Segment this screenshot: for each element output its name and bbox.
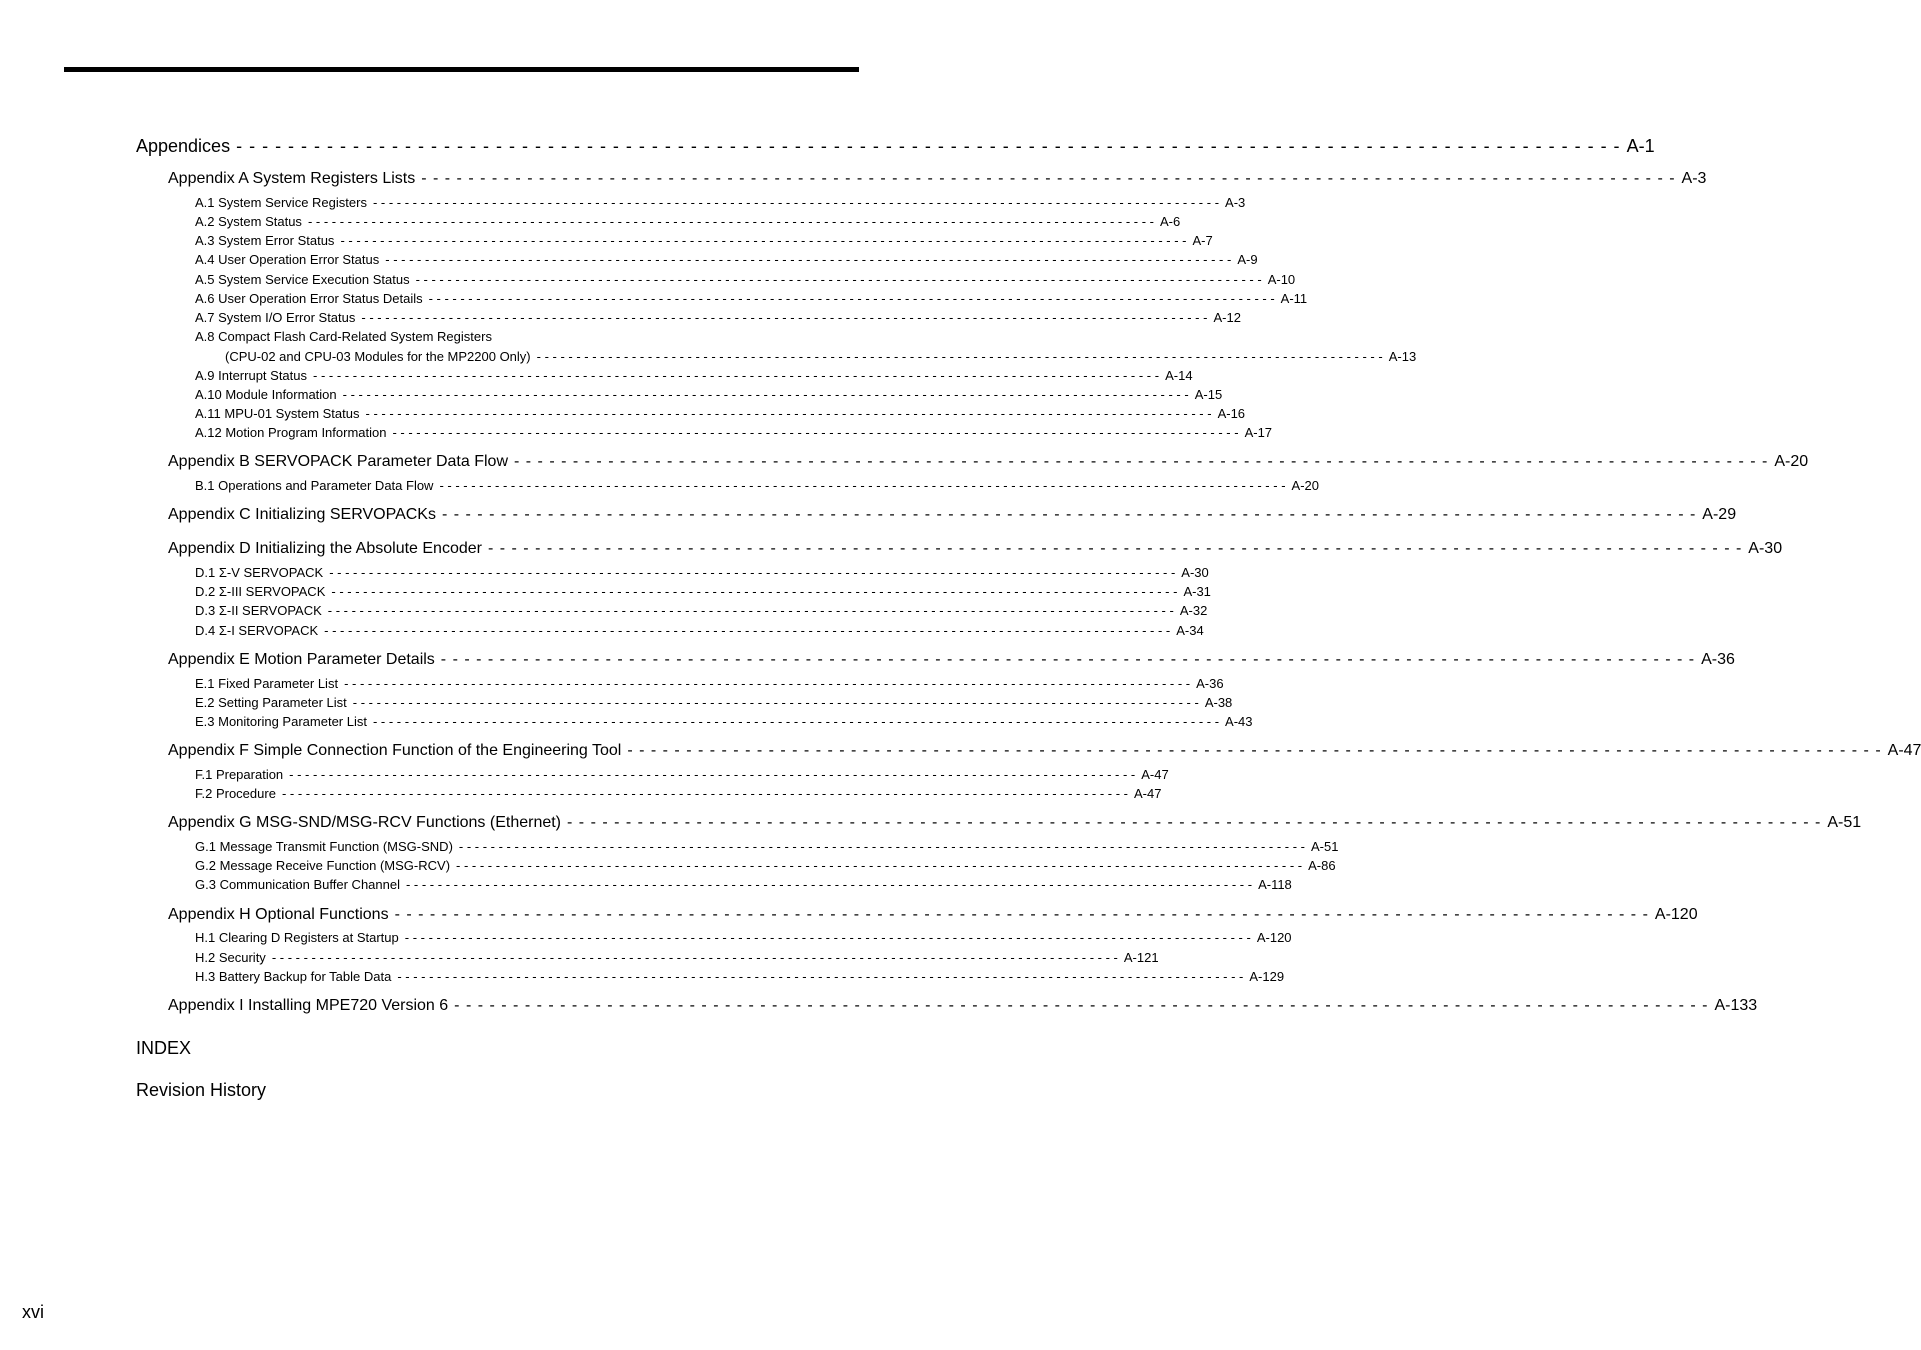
toc-leader: - - - - - - - - - - - - - - - - - - - - - - - - - - - - - - - - - - - - - - - - - - - - - - - - - - - - - - - - - - - - - - - - - - - - - - - - - - - - - - - - - - - - - - - - - - - - - - - - - - - - - - - - - - - <box>421 170 1676 187</box>
toc-section[interactable] <box>195 387 1223 402</box>
toc-page-number: A-16 <box>1217 406 1246 421</box>
toc-page-number: A-86 <box>1308 858 1336 873</box>
toc-leader: - - - - - - - - - - - - - - - - - - - - - - - - - - - - - - - - - - - - - - - - - - - - - - - - - - - - - - - - - - - - - - - - - - - - - - - - - - - - - - - - - - - - - - - - - - - - - - - - - - - - - - - - - - - <box>307 214 1155 229</box>
toc-leader: - - - - - - - - - - - - - - - - - - - - - - - - - - - - - - - - - - - - - - - - - - - - - - - - - - - - - - - - - - - - - - - - - - - - - - - - - - - - - - - - - - - - - - - - - - - - - - - - - - - - - - - - - - - <box>344 676 1191 691</box>
toc-section[interactable] <box>195 676 1224 691</box>
toc-section[interactable] <box>195 623 1204 638</box>
toc-page-number: A-9 <box>1237 252 1258 267</box>
toc-leader: - - - - - - - - - - - - - - - - - - - - - - - - - - - - - - - - - - - - - - - - - - - - - - - - - - - - - - - - - - - - - - - - - - - - - - - - - - - - - - - - - - - - - - - - - - - - - - - - - - - - - - - - - - - <box>441 506 1697 523</box>
toc-leader: - - - - - - - - - - - - - - - - - - - - - - - - - - - - - - - - - - - - - - - - - - - - - - - - - - - - - - - - - - - - - - - - - - - - - - - - - - - - - - - - - - - - - - - - - - - - - - - - - - - - - - - - - - - <box>342 387 1189 402</box>
toc-leader: - - - - - - - - - - - - - - - - - - - - - - - - - - - - - - - - - - - - - - - - - - - - - - - - - - - - - - - - - - - - - - - - - - - - - - - - - - - - - - - - - - - - - - - - - - - - - - - - - - - - - - - - - - - <box>271 950 1118 965</box>
toc-page-number: A-30 <box>1748 540 1783 557</box>
toc-leader: - - - - - - - - - - - - - - - - - - - - - - - - - - - - - - - - - - - - - - - - - - - - - - - - - - - - - - - - - - - - - - - - - - - - - - - - - - - - - - - - - - - - - - - - - - - - - - - - - - - - - - - - - - - <box>372 195 1220 210</box>
toc-section[interactable] <box>195 695 1233 710</box>
toc-appendix[interactable] <box>168 453 1809 471</box>
toc-title: A.5 System Service Execution Status <box>195 272 410 287</box>
toc-leader: - - - - - - - - - - - - - - - - - - - - - - - - - - - - - - - - - - - - - - - - - - - - - - - - - - - - - - - - - - - - - - - - - - - - - - - - - - - - - - - - - - - - - - - - - - - - - - - - - - - - - - - - - - - <box>454 997 1709 1014</box>
toc-appendix[interactable] <box>168 170 1707 188</box>
toc-leader: - - - - - - - - - - - - - - - - - - - - - - - - - - - - - - - - - - - - - - - - - - - - - - - - - - - - - - - - - - - - - - - - - - - - - - - - - - - - - - - - - - - - - - - - - - - - - - - - - - - - - - - - - - - <box>352 695 1199 710</box>
toc-title: A.6 User Operation Error Status Details <box>195 291 423 306</box>
toc-section[interactable] <box>195 214 1181 229</box>
toc-title: F.2 Procedure <box>195 786 276 801</box>
toc-page-number: A-47 <box>1887 742 1921 759</box>
toc-title: G.1 Message Transmit Function (MSG-SND) <box>195 839 453 854</box>
toc-page-number: A-43 <box>1225 714 1253 729</box>
toc-leader: - - - - - - - - - - - - - - - - - - - - - - - - - - - - - - - - - - - - - - - - - - - - - - - - - - - - - - - - - - - - - - - - - - - - - - - - - - - - - - - - - - - - - - - - - - - - - - - - - - - - - - - - - - - <box>289 767 1136 782</box>
toc-page-number: A-13 <box>1388 349 1417 364</box>
toc-title: D.1 Σ-V SERVOPACK <box>195 565 324 580</box>
toc-leader: - - - - - - - - - - - - - - - - - - - - - - - - - - - - - - - - - - - - - - - - - - - - - - - - - - - - - - - - - - - - - - - - - - - - - - - - - - - - - - - - - - - - - - - - - - - - - - - - - - - - - - - - - - - <box>361 310 1208 325</box>
toc-leader: - - - - - - - - - - - - - - - - - - - - - - - - - - - - - - - - - - - - - - - - - - - - - - - - - - - - - - - - - - - - - - - - - - - - - - - - - - - - - - - - - - - - - - - - - - - - - - - - - - - - - - - - - - - <box>372 714 1220 729</box>
toc-section[interactable] <box>195 291 1308 306</box>
toc-title: E.3 Monitoring Parameter List <box>195 714 367 729</box>
toc-section[interactable] <box>195 272 1296 287</box>
toc-title: E.2 Setting Parameter List <box>195 695 347 710</box>
toc-appendix[interactable] <box>168 651 1735 669</box>
toc-section[interactable] <box>195 584 1211 599</box>
toc-title: A.3 System Error Status <box>195 233 335 248</box>
toc-page-number: A-34 <box>1176 623 1204 638</box>
toc-leader: - - - - - - - - - - - - - - - - - - - - - - - - - - - - - - - - - - - - - - - - - - - - - - - - - - - - - - - - - - - - - - - - - - - - - - - - - - - - - - - - - - - - - - - - - - - - - - - - - - - - - - - - - - - <box>397 969 1244 984</box>
toc-leader: - - - - - - - - - - - - - - - - - - - - - - - - - - - - - - - - - - - - - - - - - - - - - - - - - - - - - - - - - - - - - - - - - - - - - - - - - - - - - - - - - - - - - - - - - - - - - - - - - - - - - - - - - - - <box>439 478 1286 493</box>
toc-title: H.1 Clearing D Registers at Startup <box>195 930 399 945</box>
toc-title: A.7 System I/O Error Status <box>195 310 356 325</box>
toc-section[interactable] <box>195 767 1169 782</box>
toc-part[interactable] <box>136 136 1655 157</box>
toc-leader: - - - - - - - - - - - - - - - - - - - - - - - - - - - - - - - - - - - - - - - - - - - - - - - - - - - - - - - - - - - - - - - - - - - - - - - - - - - - - - - - - - - - - - - - - - - - - - - - - - - - - - - - - - - <box>514 453 1769 470</box>
toc-section[interactable] <box>195 714 1253 729</box>
toc-page-number: A-30 <box>1181 565 1209 580</box>
toc-page-number: A-20 <box>1291 478 1319 493</box>
toc-page-number: A-36 <box>1196 676 1224 691</box>
toc-section[interactable] <box>195 969 1285 984</box>
toc-section-continuation[interactable] <box>225 349 1417 364</box>
toc-title: F.1 Preparation <box>195 767 284 782</box>
toc-leader: - - - - - - - - - - - - - - - - - - - - - - - - - - - - - - - - - - - - - - - - - - - - - - - - - - - - - - - - - - - - - - - - - - - - - - - - - - - - - - - - - - - - - - - - - - - - - - - - - - - - - - - - - - - <box>456 858 1303 873</box>
toc-page-number: A-38 <box>1204 695 1233 710</box>
toc-title: A.10 Module Information <box>195 387 337 402</box>
toc-page-number: A-3 <box>1225 195 1246 210</box>
toc-leader: - - - - - - - - - - - - - - - - - - - - - - - - - - - - - - - - - - - - - - - - - - - - - - - - - - - - - - - - - - - - - - - - - - - - - - - - - - - - - - - - - - - - - - - - - - - - - - - - - - - - - - - - - - - <box>340 233 1187 248</box>
toc-leader: - - - - - - - - - - - - - - - - - - - - - - - - - - - - - - - - - - - - - - - - - - - - - - - - - - - - - - - - - - - - - - - - - - - - - - - - - - - - - - - - - - - - - - - - - - - - - - - - - - - - - - - - - - - <box>313 368 1160 383</box>
toc-page-number: A-129 <box>1249 969 1285 984</box>
toc-leader: - - - - - - - - - - - - - - - - - - - - - - - - - - - - - - - - - - - - - - - - - - - - - - - - - - - - - - - - - - - - - - - - - - - - - - - - - - - - - - - - - - - - - - - - - - - - - - - - - - - - - - - - - - - <box>405 877 1253 892</box>
toc-leader: - - - - - - - - - - - - - - - - - - - - - - - - - - - - - - - - - - - - - - - - - - - - - - - - - - - - - - - - - - - - - - - - - - - - - - - - - - - - - - - - - - - - - - - - - - - - - - - - - - - - - - - - - - - <box>536 349 1383 364</box>
toc-appendix[interactable] <box>168 506 1737 524</box>
toc-leader: - - - - - - - - - - - - - - - - - - - - - - - - - - - - - - - - - - - - - - - - - - - - - - - - - - - - - - - - - - - - - - - - - - - - - - - - - - - - - - - - - - - - - - - - - - - - - - - - - - - - - - - - - - - <box>331 584 1178 599</box>
toc-page-number: A-118 <box>1258 877 1292 892</box>
toc-appendix[interactable] <box>168 906 1698 924</box>
toc-leader: - - - - - - - - - - - - - - - - - - - - - - - - - - - - - - - - - - - - - - - - - - - - - - - - - - - - - - - - - - - - - - - - - - - - - - - - - - - - - - - - - - - - - - - - - - - - - - - - - - - - - - - - - - - <box>567 814 1822 831</box>
toc-leader: - - - - - - - - - - - - - - - - - - - - - - - - - - - - - - - - - - - - - - - - - - - - - - - - - - - - - - - - - - - - - - - - - - - - - - - - - - - - - - - - - - - - - - - - - - - - - - - - - - - - - - - - - - - <box>415 272 1262 287</box>
toc-section[interactable] <box>195 252 1258 267</box>
toc-page-number: A-36 <box>1701 651 1735 668</box>
toc-section[interactable] <box>195 603 1208 618</box>
toc-title: D.4 Σ-I SERVOPACK <box>195 623 319 638</box>
toc-title-continued: (CPU-02 and CPU-03 Modules for the MP2200 Only) <box>225 349 531 364</box>
toc-page-number: A-51 <box>1310 839 1339 854</box>
toc-title: Appendices <box>136 136 231 156</box>
toc-section[interactable] <box>195 950 1159 965</box>
page-folio: xvi <box>22 1302 44 1322</box>
revision-history-heading[interactable]: Revision History <box>136 1080 267 1100</box>
toc-section[interactable] <box>195 425 1273 440</box>
toc-leader: - - - - - - - - - - - - - - - - - - - - - - - - - - - - - - - - - - - - - - - - - - - - - - - - - - - - - - - - - - - - - - - - - - - - - - - - - - - - - - - - - - - - - - - - - - - - - - - - - - - - - - - - - - - <box>404 930 1251 945</box>
toc-title: Appendix I Installing MPE720 Version 6 <box>168 997 449 1014</box>
toc-title: G.3 Communication Buffer Channel <box>195 877 400 892</box>
toc-page-number: A-20 <box>1774 453 1809 470</box>
toc-leader: - - - - - - - - - - - - - - - - - - - - - - - - - - - - - - - - - - - - - - - - - - - - - - - - - - - - - - - - - - - - - - - - - - - - - - - - - - - - - - - - - - - - - - - - - - - - - - - - - - - - - - - - - - - <box>392 425 1239 440</box>
toc-title: A.8 Compact Flash Card-Related System Registers <box>195 329 492 344</box>
toc-title: H.2 Security <box>195 950 266 965</box>
toc-title: A.9 Interrupt Status <box>195 368 308 383</box>
toc-title: H.3 Battery Backup for Table Data <box>195 969 392 984</box>
toc-title: D.3 Σ-II SERVOPACK <box>195 603 322 618</box>
toc-leader: - - - - - - - - - - - - - - - - - - - - - - - - - - - - - - - - - - - - - - - - - - - - - - - - - - - - - - - - - - - - - - - - - - - - - - - - - - - - - - - - - - - - - - - - - - - - - - - - - - - - - - - - - - - <box>458 839 1305 854</box>
toc-title: Appendix F Simple Connection Function of the Engineering Tool <box>168 742 622 759</box>
toc-leader: - - - - - - - - - - - - - - - - - - - - - - - - - - - - - - - - - - - - - - - - - - - - - - - - - - - - - - - - - - - - - - - - - - - - - - - - - - - - - - - - - - - - - - - - - - - - - - - - - - - - - - - - - - - <box>236 136 1621 156</box>
toc-title: Appendix A System Registers Lists <box>168 170 416 187</box>
toc-title: Appendix C Initializing SERVOPACKs <box>168 506 436 523</box>
toc-section[interactable] <box>195 839 1339 854</box>
toc-page-number: A-1 <box>1626 136 1655 156</box>
toc-page-number: A-15 <box>1194 387 1223 402</box>
toc-page-number: A-29 <box>1702 506 1737 523</box>
toc-title: A.11 MPU-01 System Status <box>195 406 360 421</box>
toc-title: Appendix E Motion Parameter Details <box>168 651 435 668</box>
toc-section[interactable] <box>195 406 1246 421</box>
toc-leader: - - - - - - - - - - - - - - - - - - - - - - - - - - - - - - - - - - - - - - - - - - - - - - - - - - - - - - - - - - - - - - - - - - - - - - - - - - - - - - - - - - - - - - - - - - - - - - - - - - - - - - - - - - - <box>385 252 1232 267</box>
index-heading[interactable]: INDEX <box>136 1038 192 1058</box>
toc-leader: - - - - - - - - - - - - - - - - - - - - - - - - - - - - - - - - - - - - - - - - - - - - - - - - - - - - - - - - - - - - - - - - - - - - - - - - - - - - - - - - - - - - - - - - - - - - - - - - - - - - - - - - - - - <box>394 906 1649 923</box>
toc-title: Appendix D Initializing the Absolute Encoder <box>168 540 482 557</box>
toc-page-number: A-14 <box>1165 368 1193 383</box>
toc-page-number: A-47 <box>1141 767 1169 782</box>
toc-title: Appendix H Optional Functions <box>168 906 389 923</box>
toc-title: A.2 System Status <box>195 214 302 229</box>
toc-page-number: A-3 <box>1681 170 1707 187</box>
toc-page-number: A-51 <box>1827 814 1862 831</box>
toc-section[interactable] <box>195 786 1162 801</box>
toc-page-number: A-11 <box>1280 291 1308 306</box>
toc-page-number: A-31 <box>1183 584 1211 599</box>
toc-title: G.2 Message Receive Function (MSG-RCV) <box>195 858 451 873</box>
toc-leader: - - - - - - - - - - - - - - - - - - - - - - - - - - - - - - - - - - - - - - - - - - - - - - - - - - - - - - - - - - - - - - - - - - - - - - - - - - - - - - - - - - - - - - - - - - - - - - - - - - - - - - - - - - - <box>365 406 1212 421</box>
toc-appendix[interactable] <box>168 742 1921 760</box>
toc-section[interactable] <box>195 858 1336 873</box>
toc-leader: - - - - - - - - - - - - - - - - - - - - - - - - - - - - - - - - - - - - - - - - - - - - - - - - - - - - - - - - - - - - - - - - - - - - - - - - - - - - - - - - - - - - - - - - - - - - - - - - - - - - - - - - - - - <box>327 603 1174 618</box>
toc-appendix[interactable] <box>168 997 1758 1015</box>
toc-leader: - - - - - - - - - - - - - - - - - - - - - - - - - - - - - - - - - - - - - - - - - - - - - - - - - - - - - - - - - - - - - - - - - - - - - - - - - - - - - - - - - - - - - - - - - - - - - - - - - - - - - - - - - - - <box>428 291 1275 306</box>
toc-section[interactable] <box>195 195 1246 210</box>
toc-page-number: A-133 <box>1714 997 1758 1014</box>
toc-page-number: A-32 <box>1179 603 1208 618</box>
toc-page-number: A-10 <box>1267 272 1296 287</box>
toc-leader: - - - - - - - - - - - - - - - - - - - - - - - - - - - - - - - - - - - - - - - - - - - - - - - - - - - - - - - - - - - - - - - - - - - - - - - - - - - - - - - - - - - - - - - - - - - - - - - - - - - - - - - - - - - <box>324 623 1171 638</box>
toc-section[interactable] <box>195 930 1292 945</box>
toc-title: B.1 Operations and Parameter Data Flow <box>195 478 434 493</box>
toc-section[interactable] <box>195 478 1319 493</box>
toc-title: D.2 Σ-III SERVOPACK <box>195 584 326 599</box>
toc-section[interactable] <box>195 877 1292 892</box>
toc-page-number: A-47 <box>1134 786 1162 801</box>
toc-title: Appendix G MSG-SND/MSG-RCV Functions (Ethernet) <box>168 814 562 831</box>
toc-leader: - - - - - - - - - - - - - - - - - - - - - - - - - - - - - - - - - - - - - - - - - - - - - - - - - - - - - - - - - - - - - - - - - - - - - - - - - - - - - - - - - - - - - - - - - - - - - - - - - - - - - - - - - - - <box>281 786 1129 801</box>
toc-section[interactable] <box>195 233 1213 248</box>
toc-page-number: A-6 <box>1160 214 1181 229</box>
toc-section[interactable] <box>195 368 1193 383</box>
toc-leader: - - - - - - - - - - - - - - - - - - - - - - - - - - - - - - - - - - - - - - - - - - - - - - - - - - - - - - - - - - - - - - - - - - - - - - - - - - - - - - - - - - - - - - - - - - - - - - - - - - - - - - - - - - - <box>329 565 1176 580</box>
toc-title: Appendix B SERVOPACK Parameter Data Flow <box>168 453 508 470</box>
toc-title: A.4 User Operation Error Status <box>195 252 380 267</box>
toc-section[interactable] <box>195 310 1241 325</box>
toc-appendix[interactable] <box>168 540 1783 558</box>
toc-section[interactable] <box>195 565 1209 580</box>
toc-page-number: A-120 <box>1256 930 1292 945</box>
toc-leader: - - - - - - - - - - - - - - - - - - - - - - - - - - - - - - - - - - - - - - - - - - - - - - - - - - - - - - - - - - - - - - - - - - - - - - - - - - - - - - - - - - - - - - - - - - - - - - - - - - - - - - - - - - - <box>627 742 1882 759</box>
toc-title: A.12 Motion Program Information <box>195 425 387 440</box>
toc-title: E.1 Fixed Parameter List <box>195 676 339 691</box>
toc-section[interactable] <box>195 329 854 344</box>
toc-leader: - - - - - - - - - - - - - - - - - - - - - - - - - - - - - - - - - - - - - - - - - - - - - - - - - - - - - - - - - - - - - - - - - - - - - - - - - - - - - - - - - - - - - - - - - - - - - - - - - - - - - - - - - - - <box>440 651 1696 668</box>
toc-title: A.1 System Service Registers <box>195 195 367 210</box>
toc-page-number: A-17 <box>1244 425 1273 440</box>
toc-page-number: A-7 <box>1192 233 1213 248</box>
toc-page-number: A-121 <box>1123 950 1159 965</box>
toc-page-number: A-120 <box>1654 906 1698 923</box>
toc-page-number: A-12 <box>1213 310 1241 325</box>
toc-leader: - - - - - - - - - - - - - - - - - - - - - - - - - - - - - - - - - - - - - - - - - - - - - - - - - - - - - - - - - - - - - - - - - - - - - - - - - - - - - - - - - - - - - - - - - - - - - - - - - - - - - - - - - - - <box>487 540 1743 557</box>
toc-appendix[interactable] <box>168 814 1862 832</box>
